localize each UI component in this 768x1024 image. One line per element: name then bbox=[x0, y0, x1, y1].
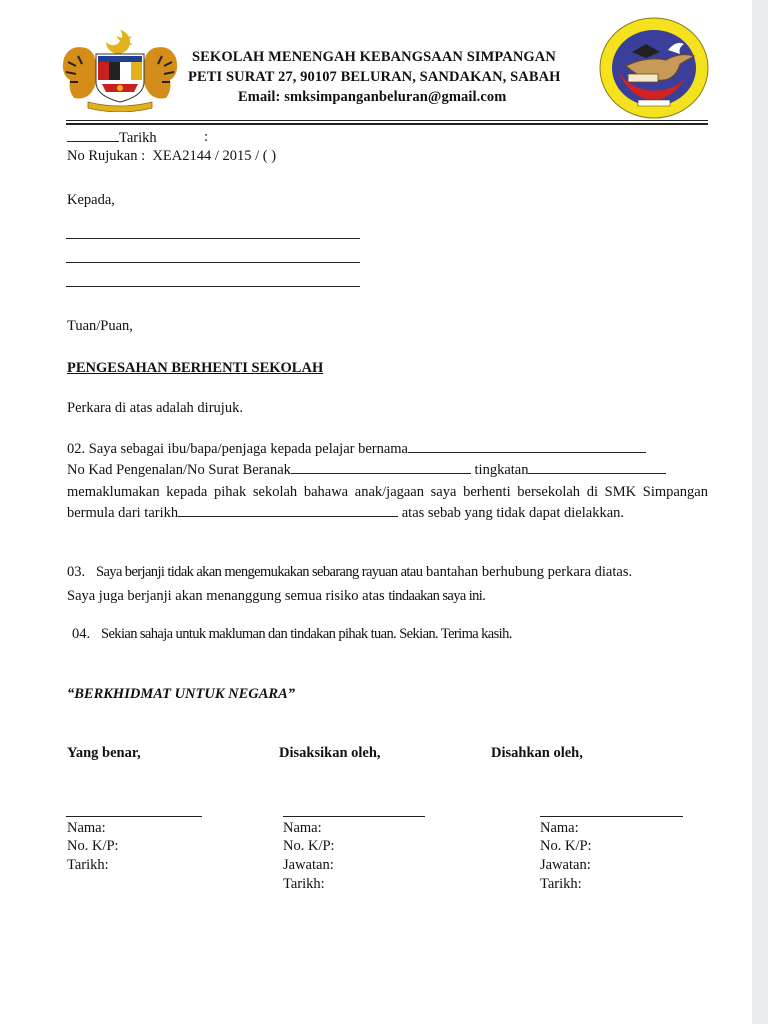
ic-number-blank[interactable] bbox=[291, 461, 471, 474]
salutation: Tuan/Puan, bbox=[67, 318, 133, 334]
paragraph-3-line-2 bbox=[67, 588, 485, 605]
sig3-ic-label: No. K/P: bbox=[540, 838, 592, 854]
address-line-1[interactable] bbox=[66, 238, 360, 239]
p3-number: 03. bbox=[67, 564, 86, 580]
p4-text: Sekian sahaja untuk makluman dan tindakan pihak tuan. Sekian. Terima kasih. bbox=[101, 626, 512, 642]
sig2-position-label: Jawatan: bbox=[283, 857, 334, 873]
p3-text-b: bantahan berhubung perkara diatas. bbox=[422, 564, 633, 580]
date-line bbox=[67, 129, 157, 147]
malaysia-coat-of-arms-icon bbox=[58, 28, 182, 112]
paragraph-2-body bbox=[67, 482, 708, 524]
p3-text-c: Saya juga berjanji akan menanggung semua risiko atas bbox=[67, 588, 389, 604]
date-label: Tarikh bbox=[119, 130, 157, 146]
signature-heading-3: Disahkan oleh, bbox=[491, 745, 583, 761]
p2-text-a: 02. Saya sebagai ibu/bapa/penjaga kepada pelajar bernama bbox=[67, 441, 408, 457]
school-name: SEKOLAH MENENGAH KEBANGSAAN SIMPANGAN bbox=[192, 49, 556, 65]
paragraph-2-line-1 bbox=[67, 440, 646, 458]
p2-text-b: No Kad Pengenalan/No Surat Beranak bbox=[67, 462, 291, 478]
paragraph-4 bbox=[72, 626, 512, 643]
p3-text-a: Saya berjanji tidak akan mengemukakan sebarang rayuan atau bbox=[96, 564, 423, 580]
signature-line-3[interactable] bbox=[540, 816, 683, 817]
sig3-date-label: Tarikh: bbox=[540, 876, 582, 892]
letter-subject: PENGESAHAN BERHENTI SEKOLAH bbox=[67, 360, 324, 376]
p2-text-e: atas sebab yang tidak dapat dielakkan. bbox=[398, 505, 625, 521]
to-label: Kepada, bbox=[67, 192, 115, 208]
signature-line-2[interactable] bbox=[283, 816, 425, 817]
sig2-name-label: Nama: bbox=[283, 820, 322, 836]
header-rule-thin bbox=[66, 120, 708, 121]
p4-number: 04. bbox=[72, 626, 91, 642]
reference-line bbox=[67, 148, 276, 165]
school-email: Email: smksimpanganbeluran@gmail.com bbox=[238, 89, 507, 105]
header-rule-thick bbox=[66, 123, 708, 125]
paragraph-3-line-1 bbox=[67, 564, 632, 581]
address-line-3[interactable] bbox=[66, 286, 360, 287]
sig1-ic-label: No. K/P: bbox=[67, 838, 119, 854]
stop-date-blank[interactable] bbox=[178, 504, 398, 517]
reference-value: XEA2144 / 2015 / ( ) bbox=[152, 148, 277, 164]
date-colon: : bbox=[204, 129, 209, 145]
motto: “BERKHIDMAT UNTUK NEGARA” bbox=[67, 686, 296, 702]
p3-text-d: tindaakan saya ini. bbox=[388, 588, 486, 604]
sig1-name-label: Nama: bbox=[67, 820, 106, 836]
date-blank[interactable] bbox=[67, 129, 119, 142]
paragraph-2-line-2 bbox=[67, 461, 666, 479]
signature-line-1[interactable] bbox=[66, 816, 202, 817]
school-address: PETI SURAT 27, 90107 BELURAN, SANDAKAN, SABAH bbox=[188, 69, 561, 85]
reference-label: No Rujukan : bbox=[67, 148, 146, 164]
address-line-2[interactable] bbox=[66, 262, 360, 263]
signature-heading-2: Disaksikan oleh, bbox=[279, 745, 381, 761]
p2-text-c: tingkatan bbox=[470, 462, 529, 478]
paragraph-1: Perkara di atas adalah dirujuk. bbox=[67, 400, 243, 416]
sig2-ic-label: No. K/P: bbox=[283, 838, 335, 854]
school-crest-icon bbox=[598, 16, 710, 120]
sig3-position-label: Jawatan: bbox=[540, 857, 591, 873]
sig2-date-label: Tarikh: bbox=[283, 876, 325, 892]
signature-heading-1: Yang benar, bbox=[67, 745, 141, 761]
form-level-blank[interactable] bbox=[528, 461, 666, 474]
student-name-blank[interactable] bbox=[408, 440, 646, 453]
sig1-date-label: Tarikh: bbox=[67, 857, 109, 873]
sig3-name-label: Nama: bbox=[540, 820, 579, 836]
p2-text-d: memaklumakan kepada pihak sekolah bahawa anak/jagaan saya berhenti bersekolah di SMK Simpangan bermula dari tarikh bbox=[67, 484, 708, 521]
